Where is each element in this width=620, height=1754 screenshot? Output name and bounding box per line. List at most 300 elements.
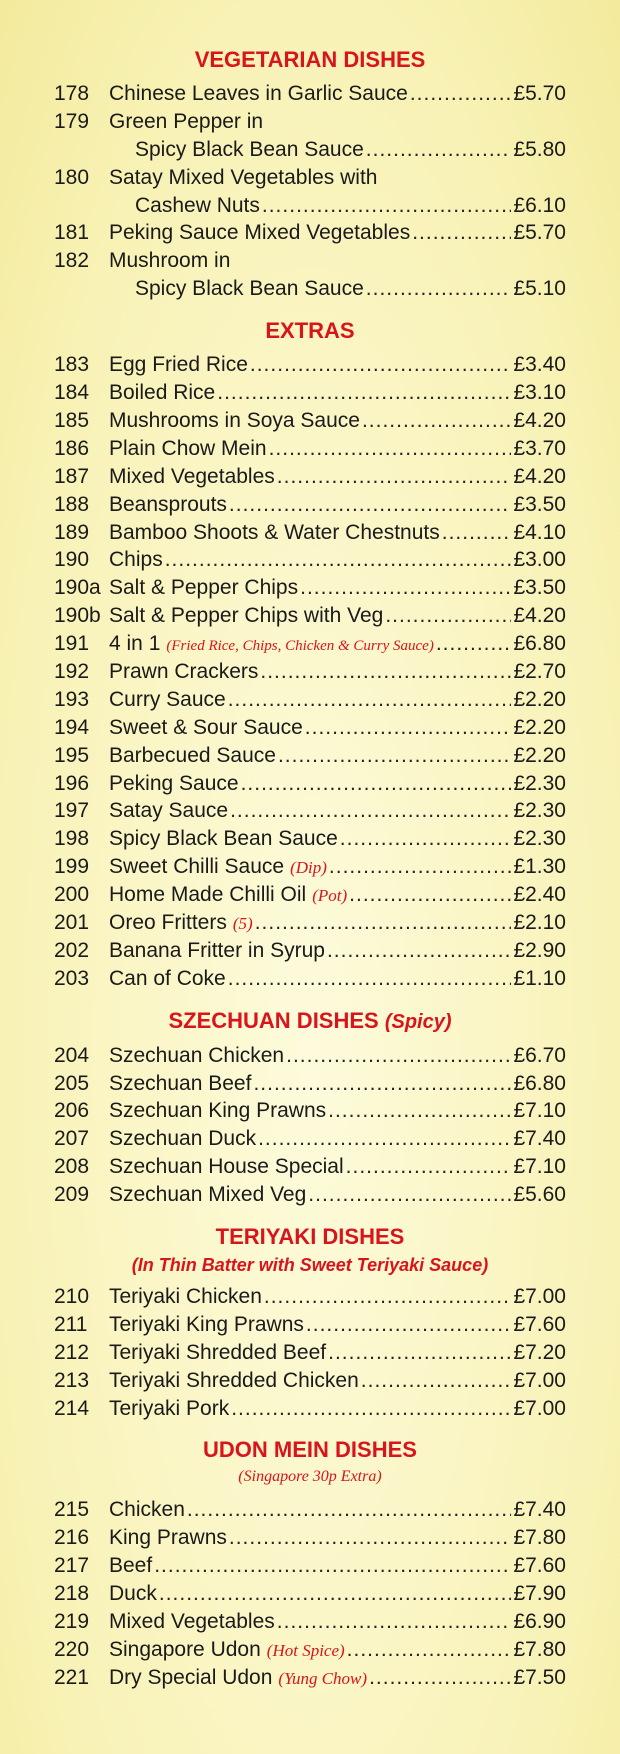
item-price: £7.80 [513, 1526, 566, 1550]
dot-leader [410, 80, 512, 108]
item-line [109, 407, 566, 435]
item-line [109, 1181, 566, 1209]
menu-item [0, 379, 620, 407]
section-title [0, 1007, 620, 1036]
item-number: 216 [54, 1526, 90, 1550]
item-price: £1.10 [513, 966, 566, 990]
item-number: 178 [54, 82, 90, 105]
item-note: (Yung Chow) [278, 1668, 368, 1688]
item-number: 184 [54, 381, 90, 405]
item-price: £3.50 [513, 576, 566, 600]
item-price: £2.20 [513, 687, 566, 711]
item-line [109, 1283, 566, 1311]
item-line [109, 491, 566, 519]
menu-item [0, 1395, 620, 1423]
item-price: £7.50 [513, 1665, 566, 1689]
menu-item [0, 797, 620, 825]
item-price: £3.40 [513, 353, 566, 377]
menu-item [0, 853, 620, 881]
menu-item [0, 1496, 620, 1524]
dot-leader [255, 909, 512, 937]
item-line [109, 1496, 566, 1524]
item-line [109, 247, 230, 275]
section-subtitle: (In Thin Batter with Sweet Teriyaki Sauce) [131, 1255, 489, 1275]
item-number: 182 [54, 249, 90, 273]
item-number: 192 [54, 659, 90, 683]
item-price: £3.00 [513, 548, 566, 572]
item-name: Teriyaki Shredded Beef [109, 1340, 327, 1364]
item-line [109, 937, 566, 965]
item-name: Mixed Vegetables [109, 464, 275, 488]
item-name: Home Made Chilli Oil [109, 883, 307, 907]
item-price: £2.90 [513, 938, 566, 962]
dot-leader [241, 770, 512, 798]
menu-item [0, 1524, 620, 1552]
dot-leader [250, 351, 512, 379]
dot-leader [253, 1070, 511, 1098]
dot-leader [328, 1339, 511, 1367]
item-name-continued: Spicy Black Bean Sauce [135, 137, 364, 161]
item-name: Salt & Pepper Chips [109, 576, 299, 600]
item-price: £2.30 [513, 799, 566, 823]
dot-leader [165, 546, 512, 574]
item-line [109, 1608, 566, 1636]
item-price: £4.10 [513, 520, 566, 544]
item-name: Teriyaki Chicken [109, 1285, 262, 1308]
menu-item [0, 1367, 620, 1395]
dot-leader [264, 1283, 512, 1311]
menu-section [0, 1436, 620, 1691]
item-number: 190 [54, 548, 90, 572]
item-price: £4.20 [513, 408, 566, 432]
item-price: £6.90 [513, 1610, 566, 1634]
item-price: £5.70 [513, 82, 566, 105]
item-price: £7.40 [513, 1127, 566, 1151]
item-price: £7.20 [513, 1340, 566, 1364]
item-name: Mushrooms in Soya Sauce [109, 408, 360, 432]
item-name: Sweet Chilli Sauce [109, 855, 285, 879]
item-line [109, 463, 566, 491]
item-name: Sweet & Sour Sauce [109, 715, 303, 739]
item-line [109, 686, 566, 714]
item-price: £2.20 [513, 743, 566, 767]
item-line [109, 574, 566, 602]
item-name: Teriyaki King Prawns [109, 1312, 304, 1336]
item-number: 190b [54, 604, 101, 628]
item-name: Szechuan Chicken [109, 1043, 285, 1067]
dot-leader [228, 686, 512, 714]
dot-leader [278, 742, 511, 770]
item-name: Oreo Fritters [109, 910, 227, 934]
item-price: £2.40 [513, 883, 566, 907]
item-line [109, 1367, 566, 1395]
section-title-text: UDON MEIN DISHES [203, 1437, 417, 1463]
item-price: £7.00 [513, 1396, 566, 1420]
item-number: 197 [54, 799, 90, 823]
dot-leader [327, 937, 512, 965]
item-name: Salt & Pepper Chips with Veg [109, 604, 384, 628]
menu-item [0, 1181, 620, 1209]
item-line [109, 881, 566, 910]
item-line [109, 1580, 566, 1608]
dot-leader [228, 965, 512, 993]
item-number: 211 [54, 1312, 88, 1336]
item-name: Boiled Rice [109, 381, 216, 405]
item-price: £3.10 [513, 381, 566, 405]
item-name: Banana Fritter in Syrup [109, 938, 325, 962]
item-name: Green Pepper in [109, 109, 264, 133]
item-price: £7.00 [513, 1285, 566, 1308]
item-line [135, 192, 566, 220]
item-price: £2.70 [513, 659, 566, 683]
item-note: (Hot Spice) [266, 1640, 345, 1660]
section-note: (Singapore 30p Extra) [238, 1468, 382, 1486]
menu-item [0, 491, 620, 519]
item-price: £4.20 [513, 464, 566, 488]
item-line [109, 1339, 566, 1367]
dot-leader [329, 853, 512, 881]
item-line [109, 435, 566, 463]
item-number: 186 [54, 436, 90, 460]
item-line [109, 164, 378, 192]
menu-item [0, 602, 620, 630]
item-name: Mixed Vegetables [109, 1610, 275, 1634]
item-name: Plain Chow Mein [109, 436, 267, 460]
section-title [0, 1223, 620, 1251]
item-line [109, 1042, 566, 1070]
section-title-text: VEGETARIAN DISHES [194, 47, 426, 72]
dot-leader [230, 797, 511, 825]
item-line [109, 965, 566, 993]
item-name: Peking Sauce [109, 771, 239, 795]
item-line [109, 1097, 566, 1125]
item-price: £5.70 [513, 221, 566, 245]
item-number: 207 [54, 1127, 90, 1151]
item-line [109, 1070, 566, 1098]
menu-item [0, 1153, 620, 1181]
menu-item [0, 1580, 620, 1608]
item-name-continued: Cashew Nuts [135, 193, 260, 217]
item-number: 219 [54, 1610, 90, 1634]
item-number: 200 [54, 883, 90, 907]
item-name: Dry Special Udon [109, 1665, 273, 1689]
item-price: £7.10 [513, 1155, 566, 1179]
menu-item [0, 686, 620, 714]
dot-leader [231, 1395, 511, 1423]
item-number: 209 [54, 1183, 90, 1207]
item-name: Szechuan House Special [109, 1155, 344, 1179]
item-number: 220 [54, 1637, 90, 1661]
menu-item [0, 1636, 620, 1664]
item-price: £7.00 [513, 1368, 566, 1392]
item-note: (5) [232, 913, 253, 933]
item-price: £2.30 [513, 771, 566, 795]
dot-leader [187, 1496, 512, 1524]
item-number: 180 [54, 165, 90, 189]
menu-item [0, 1664, 620, 1692]
item-price: £5.80 [513, 137, 566, 161]
item-number: 213 [54, 1368, 90, 1392]
menu-item [0, 546, 620, 574]
item-note: (Fried Rice, Chips, Chicken & Curry Sauce) [166, 638, 434, 655]
item-name: Mushroom in [109, 249, 231, 273]
dot-leader [328, 1097, 511, 1125]
menu-item [0, 1311, 620, 1339]
item-line [109, 825, 566, 853]
dot-leader [258, 1125, 511, 1153]
menu-item [0, 435, 620, 463]
item-name: Peking Sauce Mixed Vegetables [109, 221, 411, 245]
item-line [109, 80, 566, 108]
item-name: Curry Sauce [109, 687, 226, 711]
item-price: £3.50 [513, 492, 566, 516]
item-number: 189 [54, 520, 90, 544]
item-line [135, 136, 566, 164]
menu-item [0, 407, 620, 435]
section-title [0, 317, 620, 345]
menu-item [0, 1125, 620, 1153]
item-name: Beansprouts [109, 492, 227, 516]
item-line [109, 630, 566, 661]
menu-section [0, 1223, 620, 1422]
item-line [109, 770, 566, 798]
dot-leader [262, 192, 512, 220]
menu-item [0, 909, 620, 937]
item-line [109, 797, 566, 825]
menu-item [0, 1608, 620, 1636]
menu-item [0, 247, 620, 303]
dot-leader [340, 825, 512, 853]
section-title-text: TERIYAKI DISHES [215, 1224, 405, 1249]
dot-leader [412, 219, 511, 247]
item-number: 183 [54, 353, 90, 377]
menu-item [0, 574, 620, 602]
dot-leader [217, 379, 511, 407]
menu-item [0, 463, 620, 491]
item-name: Satay Sauce [109, 799, 229, 823]
item-number: 193 [54, 687, 90, 711]
item-line [109, 1395, 566, 1423]
item-number: 202 [54, 938, 90, 962]
dot-leader [361, 1367, 512, 1395]
item-price: £7.90 [513, 1582, 566, 1606]
item-number: 206 [54, 1099, 90, 1123]
dot-leader [154, 1552, 511, 1580]
item-number: 188 [54, 492, 90, 516]
menu-item [0, 965, 620, 993]
menu-item [0, 1042, 620, 1070]
item-line [109, 1153, 566, 1181]
item-price: £7.40 [513, 1498, 566, 1522]
dot-leader [306, 1311, 512, 1339]
item-line [109, 658, 566, 686]
item-price: £6.80 [513, 632, 566, 656]
item-name: Teriyaki Pork [109, 1396, 230, 1420]
item-name: Egg Fried Rice [109, 353, 248, 377]
dot-leader [385, 602, 511, 630]
item-name: Bamboo Shoots & Water Chestnuts [109, 520, 440, 544]
item-number: 191 [54, 632, 90, 656]
menu-item [0, 351, 620, 379]
dot-leader [347, 1636, 512, 1664]
item-number: 221 [54, 1665, 90, 1689]
item-price: £6.80 [513, 1071, 566, 1095]
item-name: Szechuan Duck [109, 1127, 257, 1151]
menu-item [0, 742, 620, 770]
dot-leader [269, 435, 512, 463]
menu-section [0, 46, 620, 303]
item-price: £4.20 [513, 604, 566, 628]
menu-item [0, 219, 620, 247]
item-line [109, 1125, 566, 1153]
menu-item [0, 1283, 620, 1311]
item-price: £5.10 [513, 277, 566, 301]
item-line [109, 351, 566, 379]
item-name: Chicken [109, 1498, 185, 1522]
dot-leader [229, 1524, 512, 1552]
item-name: Prawn Crackers [109, 659, 259, 683]
item-name: Chinese Leaves in Garlic Sauce [109, 82, 408, 105]
dot-leader [346, 1153, 512, 1181]
item-price: £7.60 [513, 1312, 566, 1336]
item-number: 212 [54, 1340, 90, 1364]
item-line [109, 714, 566, 742]
dot-leader [349, 881, 511, 909]
dot-leader [442, 519, 512, 547]
menu-section [0, 1007, 620, 1209]
item-number: 208 [54, 1155, 90, 1179]
item-name: Spicy Black Bean Sauce [109, 827, 338, 851]
dot-leader [277, 1608, 512, 1636]
menu-section [0, 317, 620, 992]
item-line [109, 602, 566, 630]
section-title [0, 1436, 620, 1464]
dot-leader [362, 407, 511, 435]
section-title-text: EXTRAS [265, 318, 355, 344]
item-price: £2.30 [513, 827, 566, 851]
menu-item [0, 658, 620, 686]
menu-item [0, 164, 620, 220]
dot-leader [366, 275, 512, 303]
item-price: £7.10 [513, 1099, 566, 1123]
menu-item [0, 1339, 620, 1367]
item-name: Szechuan Mixed Veg [109, 1183, 307, 1207]
item-line [135, 275, 566, 303]
item-note: (Dip) [290, 858, 327, 878]
item-price: £6.70 [513, 1043, 566, 1067]
item-number: 195 [54, 743, 90, 767]
dot-leader [229, 491, 512, 519]
item-name: Szechuan King Prawns [109, 1099, 327, 1123]
menu-item [0, 108, 620, 164]
item-number: 214 [54, 1396, 90, 1420]
item-name: Chips [109, 548, 163, 572]
menu-item [0, 770, 620, 798]
item-number: 179 [54, 109, 90, 133]
section-title [0, 46, 620, 74]
item-price: £2.20 [513, 715, 566, 739]
item-name: Beef [109, 1554, 153, 1578]
dot-leader [369, 1664, 511, 1692]
dot-leader [300, 574, 511, 602]
item-name: 4 in 1 [109, 632, 161, 656]
item-line [109, 379, 566, 407]
menu-item [0, 1552, 620, 1580]
item-name: Satay Mixed Vegetables with [109, 165, 378, 189]
item-number: 201 [54, 910, 90, 934]
dot-leader [366, 136, 512, 164]
item-name: Szechuan Beef [109, 1071, 252, 1095]
item-name-continued: Spicy Black Bean Sauce [135, 277, 364, 301]
menu-item [0, 519, 620, 547]
item-line [109, 1664, 566, 1693]
item-line [109, 1524, 566, 1552]
item-price: £2.10 [513, 910, 566, 934]
dot-leader [436, 630, 512, 658]
item-line [109, 909, 566, 938]
item-name: Duck [109, 1582, 157, 1606]
item-name: Barbecued Sauce [109, 743, 276, 767]
dot-leader [159, 1580, 512, 1608]
item-line [109, 1552, 566, 1580]
item-name: Teriyaki Shredded Chicken [109, 1368, 359, 1392]
section-title-text: SZECHUAN DISHES [168, 1007, 379, 1033]
item-number: 198 [54, 827, 90, 851]
menu-item [0, 1097, 620, 1125]
dot-leader [260, 658, 511, 686]
item-number: 194 [54, 715, 90, 739]
menu [0, 46, 620, 1706]
menu-item [0, 714, 620, 742]
item-price: £6.10 [513, 193, 566, 217]
item-name: Singapore Udon [109, 1637, 261, 1661]
item-line [109, 546, 566, 574]
menu-item [0, 630, 620, 658]
item-line [109, 219, 566, 247]
item-number: 210 [54, 1285, 90, 1308]
dot-leader [286, 1042, 511, 1070]
item-price: £7.60 [513, 1554, 566, 1578]
item-number: 205 [54, 1071, 90, 1095]
item-line [109, 1311, 566, 1339]
menu-item [0, 1070, 620, 1098]
item-line [109, 742, 566, 770]
item-number: 187 [54, 464, 90, 488]
item-number: 190a [54, 576, 101, 600]
item-number: 196 [54, 771, 90, 795]
item-number: 215 [54, 1498, 90, 1522]
dot-leader [305, 714, 512, 742]
item-note: (Pot) [312, 886, 348, 906]
menu-item [0, 937, 620, 965]
item-number: 181 [54, 221, 90, 245]
item-price: £3.70 [513, 436, 566, 460]
item-name: King Prawns [109, 1526, 227, 1550]
dot-leader [308, 1181, 511, 1209]
item-line [109, 519, 566, 547]
item-price: £1.30 [513, 855, 566, 879]
item-line [109, 1636, 566, 1665]
item-name: Can of Coke [109, 966, 226, 990]
item-line [109, 853, 566, 882]
item-price: £7.80 [513, 1637, 566, 1661]
item-number: 217 [54, 1554, 90, 1578]
menu-item [0, 825, 620, 853]
item-number: 185 [54, 408, 90, 432]
menu-item [0, 80, 620, 108]
item-number: 203 [54, 966, 90, 990]
item-number: 204 [54, 1043, 90, 1067]
